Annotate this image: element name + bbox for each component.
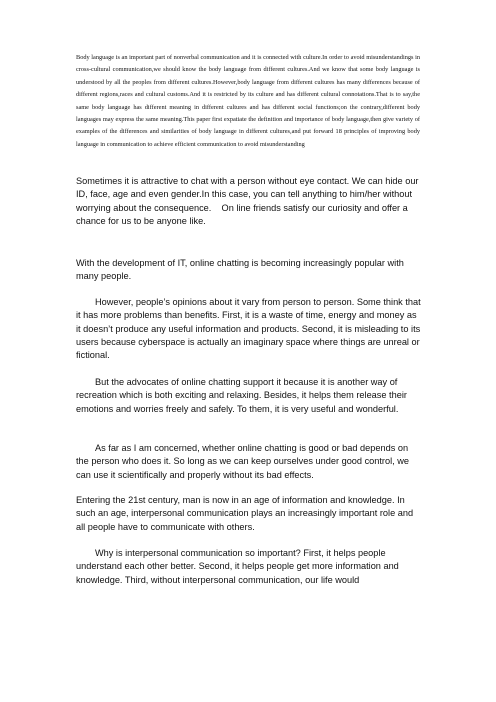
abstract-paragraph: Body language is an important part of nonverbal communication and it is connected with culture.In order to avoid misunderstandings in cross-cultural communication,we should know the body language from different cultures.And we know that some body language is understood by all the peoples from different cultures.However,body language from different cultures has many differences because of different regions,races and cultural customs.And it is restricted by its culture and has different cultural connotations.That is to say,the same body language has different meaning in different cultures and has different social functions;on the contrary,different body languages may express the same meaning.This paper first expatiate the definition and importance of body language,then give variety of examples of the differences and similarities of body language in different cultures,and put forward 18 principles of improving body language in communication to achieve efficient communication to avoid misunderstanding: [76, 54, 420, 148]
paragraph-opinions: However, people’s opinions about it vary from person to person. Some think that it has more problems than benefits. First, it is a waste of time, energy and money as it doesn’t produce any useful information and products. Second, it is misleading to its users because cyberspace is actually an imaginary space where things are unreal or fictional.: [76, 297, 421, 361]
paragraph-online-chat-popularity: With the development of IT, online chatting is becoming increasingly popular with many people.: [76, 258, 404, 282]
paragraph-why-important: Why is interpersonal communication so important? First, it helps people understand each other better. Second, it helps people get more information and knowledge. Third, without interpersonal communication, our life would: [76, 548, 399, 585]
paragraph-online-chat-attraction: Sometimes it is attractive to chat with a person without eye contact. We can hide our ID, face, age and even gender.In this case, you can tell anything to him/her without worrying about the consequence. On line friends satisfy our curiosity and offer a chance for us to be anyone like.: [76, 176, 419, 226]
paragraph-personal-view: As far as I am concerned, whether online chatting is good or bad depends on the person who does it. So long as we can keep ourselves under good control, we can use it scientifically and properly without its bad effects.: [76, 443, 409, 480]
paragraph-21st-century: Entering the 21st century, man is now in an age of information and knowledge. In such an age, interpersonal communication plays an increasingly important role and all people have to communicate with others.: [76, 495, 414, 532]
paragraph-advocates: But the advocates of online chatting support it because it is another way of recreation which is both exciting and relaxing. Besides, it helps them release their emotions and worries freely and safely. To them, it is very useful and wonderful.: [76, 377, 407, 414]
